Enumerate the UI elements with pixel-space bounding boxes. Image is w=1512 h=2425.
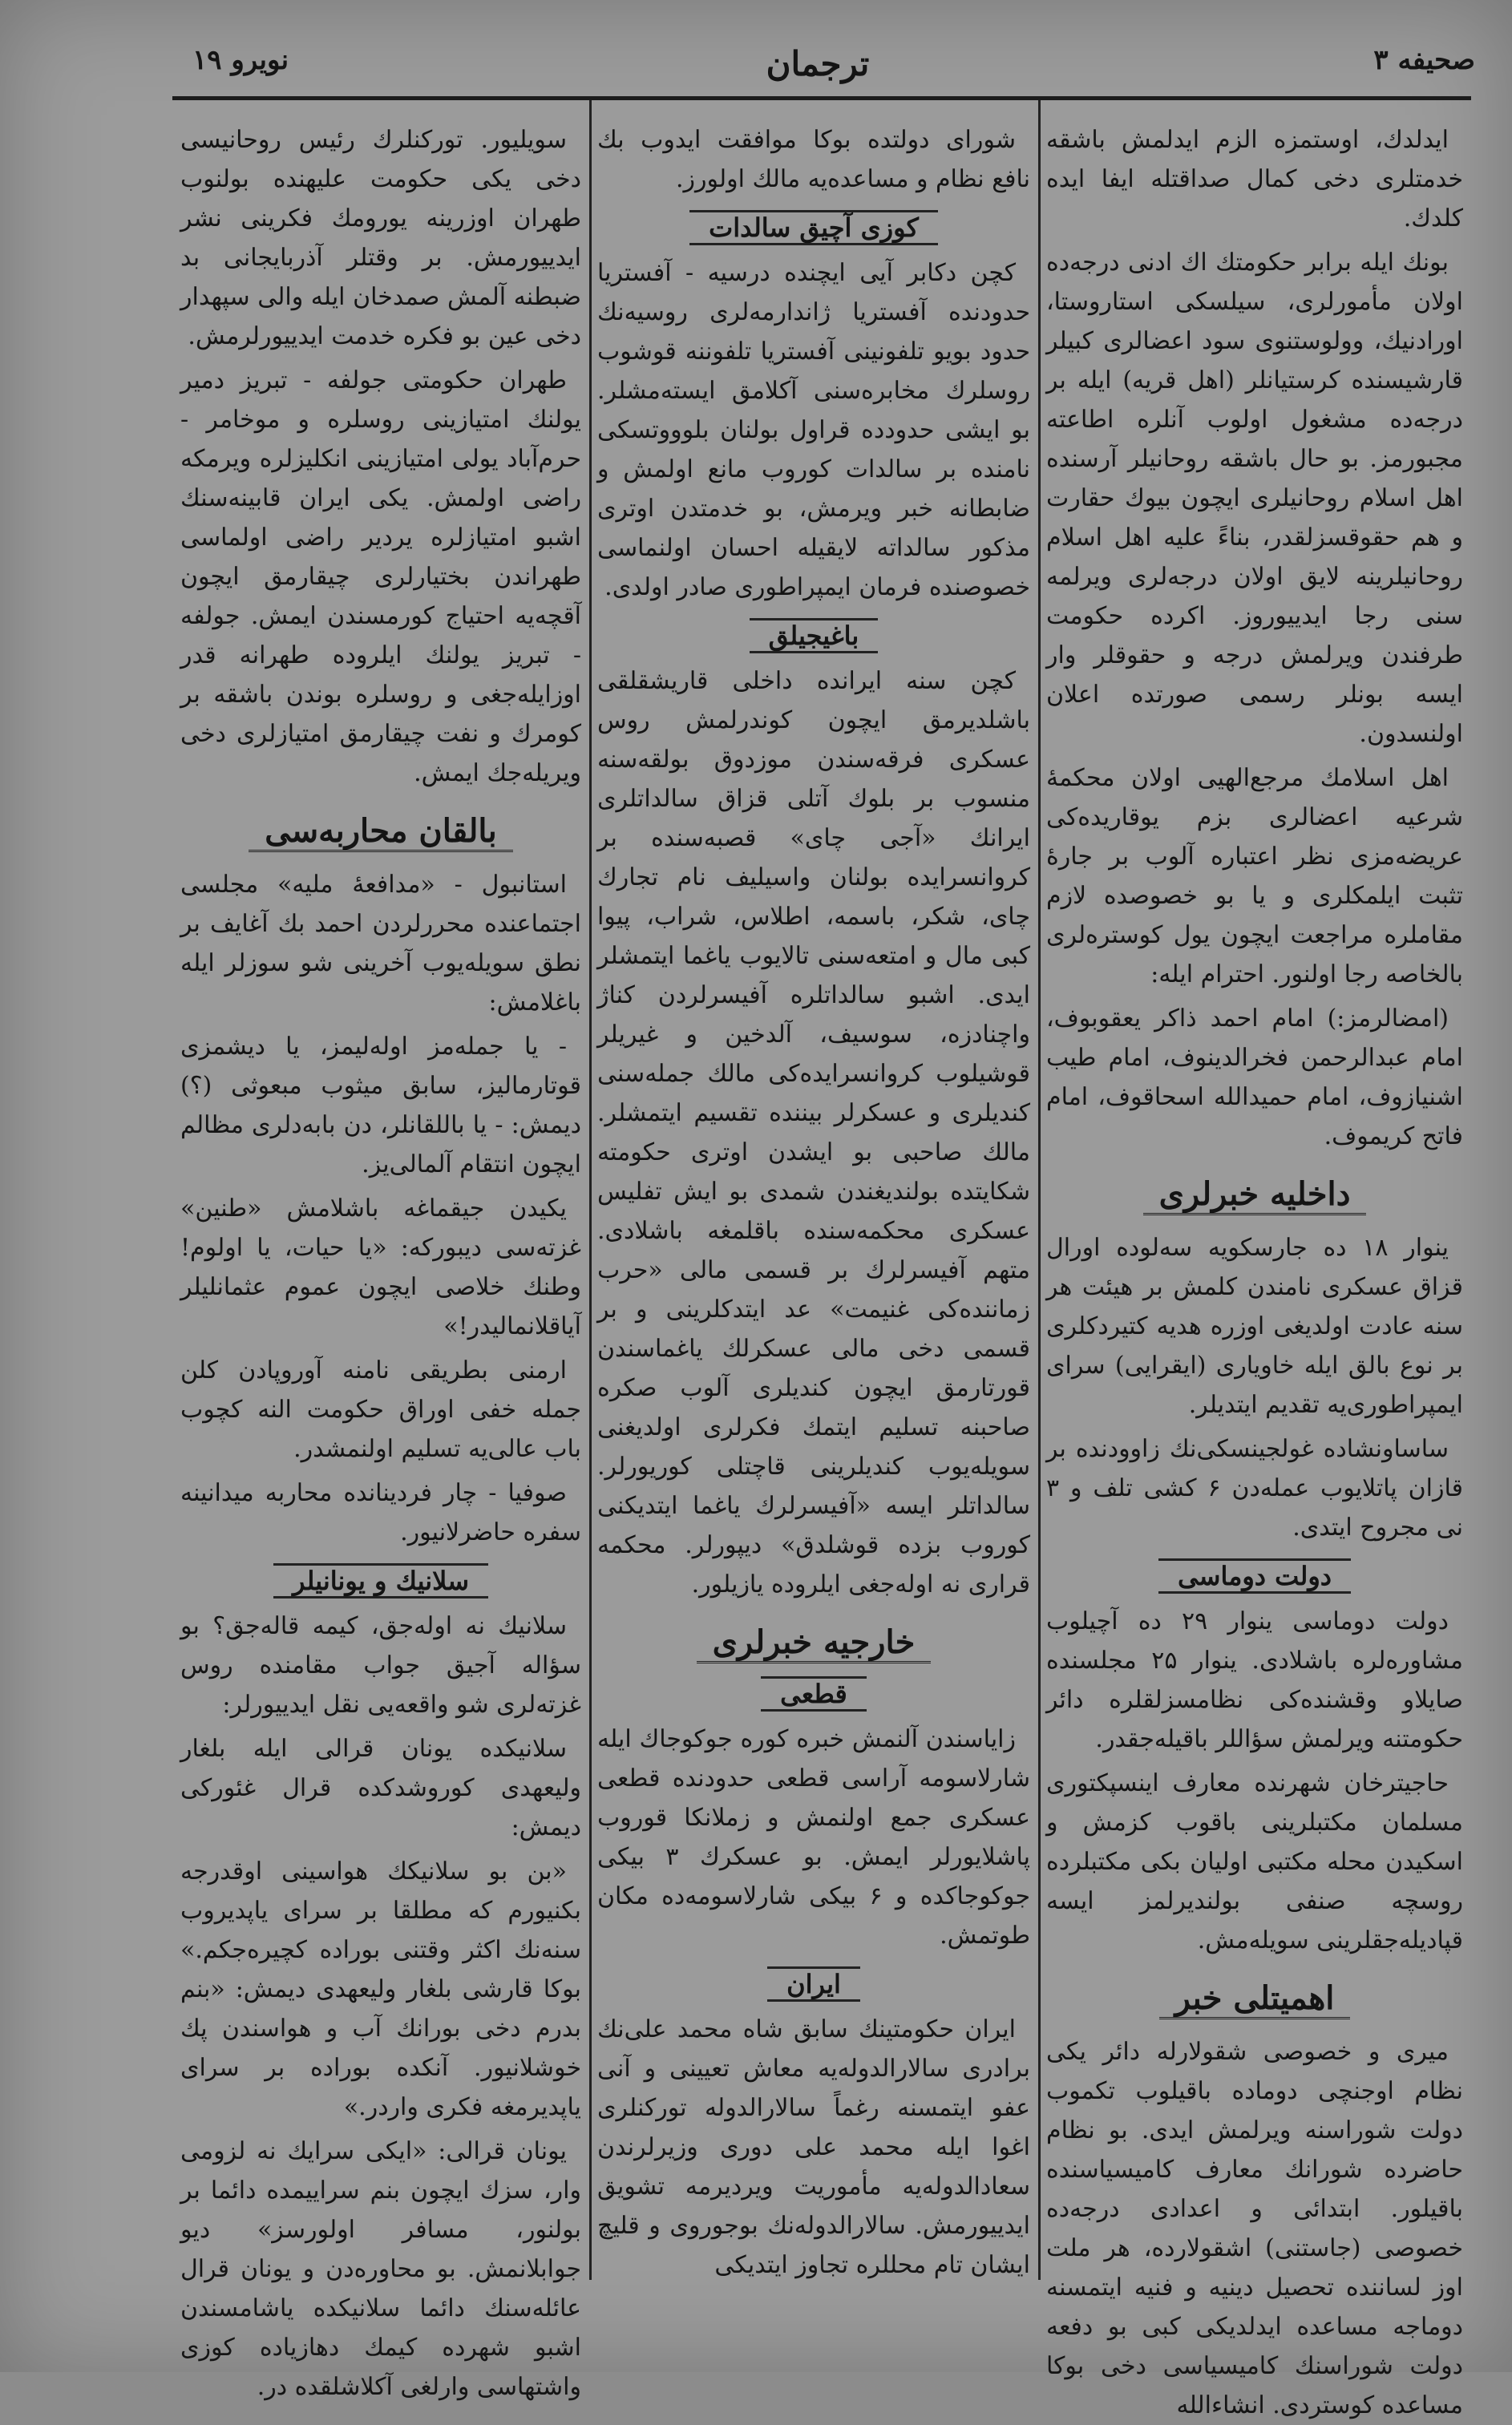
page-number: صحیفه ۳ [1373,44,1475,76]
paragraph: - یا جمله‌مز اوله‌لیمز، یا دیشمزی قوتارمالیز، سابق میثوب مبعوثی (؟) دیمش: - یا باللقانلر، دن بابه‌دلری مظالم ایچون انتقام آلمالی‌یز. [180,1033,581,1178]
paragraph: کچن دکابر آیی ایچنده درسیه - آفستریا حدودنده آفستریا ژاندارمه‌لری روسیه‌نك حدود بویو تلفونینی آفستریا تلفوننه قوشوب روسلرك مخابره‌سنی آکلامق ایسته‌مشلر. بو ایشی حدودده قراول بولنان بلوووتسکی نامنده بر سالدات کوروب مانع اولمش و ضابطانه خبر ویرمش، بو خدمتدن اوتری مذکور سالداته لایقیله احسان اولنماسی خصوصنده فرمان ایمپراطوری صادر اولدی. [597,259,1030,601]
subheading-iran: ایران [597,1966,1030,2002]
paragraph: دولت دوماسی ینوار ۲۹ ده آچیلوب مشاوره‌لره باشلادی. ینوار ۲۵ مجلسنده صایلاو وقشنده‌کی نظامسزلقلره دائر حکومتنه ویرلمش سؤاللر باقیله‌جقدر. [1046,1607,1463,1753]
paragraph: میری و خصوصی شقولارله دائر یکی نظام اوجنچی دوماده باقیلوب تکموب دولت شوراسنه ویرلمش ایدی. بو نظام حاضرده شورانك معارف کامیسیاسنده باقیلور. ابتدائی و اعدادی درجه‌ده خصوصی (جاستنی) اشقولارده، هر ملت اوز لساننده تحصیل دینیه و فنیه ایتمسنه دوماجه مساعده ایدلدیکی کبی بو دفعه دولت شوراسنك کامیسیاسی دخی بوکا مساعده کوستردی. انشاءالله [1046,2038,1463,2419]
column-middle [597,120,1031,2279]
column-left [180,120,581,2401]
section-heading-important: اهمیتلی خبر [1046,1978,1463,2019]
paragraph: (امضالرمز:) امام احمد ذاکر یعقوبوف، امام عبدالرحمن فخرالدینوف، امام طیب اشنیازوف، امام حمیدالله اسحاقوف، امام فاتح کریموف. [1046,1004,1463,1150]
section-heading-domestic: داخلیه خبرلری [1046,1174,1463,1215]
subheading-duma: دولت دوماسی [1046,1558,1463,1594]
paragraph: یکیدن جیقماغه باشلامش «طنین» غزته‌سی دیبورکه: «یا حیات، یا اولوم! وطنك خلاصی ایچون عموم عثمانلیلر آیاقلانمالیدر!» [180,1194,581,1340]
page-header [160,44,1475,100]
paragraph: حاجیترخان شهرنده معارف اینسپکتوری مسلمان مکتبلرینی باقوب کزمش و اسکیدن محله مکتبی اولیان بکی مکتبلرده روسچه صنفی بولندیرلمز ایسه قپادیله‌جقلرینی سویله‌مش. [1046,1769,1463,1954]
header-rule [172,96,1471,100]
paragraph: یونان قرالی: «ایکی سرایك نه لزومی وار، سزك ایچون بنم سراییمده دائما بر بولنور، مسافر اولورسز» دیو جوابلانمش. بو محاوره‌دن و یونان قرال عائله‌سنك دائما سلانیکده یاشامسندن اشبو شهرده کیمك دهازیاده کوزی واشتهاسی وارلغی آکلاشلقده در. [180,2137,581,2401]
paragraph: اهل اسلامك مرجع‌الهیی اولان محکمهٔ شرعیه اعضالری بزم یوقاریده‌کی عریضه‌مزی نظر اعتباره آلوب بر جارهٔ تثبت ایلمکلری و یا بو خصوصده لازم مقاملره مراجعت ایچون یول کوستره‌لری بالخاصه رجا اولنور. احترام ایله: [1046,764,1463,988]
paragraph: بونك ایله برابر حکومتك اك ادنی درجه‌ده اولان مأمورلری، سیلسکی استاروستا، اورادنیك، وولوستنوی سود اعضالری کبیلر قارشیسنده کرستیانلر (اهل قریه) ایله بر درجه‌ده مشغول اولوب آنلره اطاعته مجبورمز. بو حال باشقه روحانیلر آرسنده اهل اسلام روحانیلری ایچون بیوك حقارت و هم حقوقسزلقدر، بناءً علیه اهل اسلام روحانیلرینه لایق اولان درجه‌لری ویرلمه سنی رجا ایدییوروز. اکرده حکومت طرفندن ویرلمش درجه و حقوقلر وار ایسه بونلر رسمی صورتده اعلان اولنسدون. [1046,249,1463,748]
paragraph: ساساونشاده غولجینسکی‌نك زاوودنده بر قازان پاتلایوب عمله‌دن ۶ کشی تلف و ۳ نی مجروح ایتدی. [1046,1435,1463,1542]
paragraph: سلانیك نه اوله‌جق، کیمه قاله‌جق؟ بو سؤاله آجیق جواب مقامنده روس غزته‌لری شو واقعه‌یی نقل ایدییورلر: [180,1612,581,1719]
paragraph: ینوار ۱۸ ده جارسکویه سه‌لوده اورال قزاق عسکری نامندن کلمش بر هیئت هر سنه عادت اولدیغی اوزره هدیه کتیردکلری بر نوع بالق ایله خاویاری (ایقرایی) سرای ایمپراطوری‌یه تقدیم ایتدیلر. [1046,1234,1463,1419]
paragraph: «بن بو سلانیکك هواسینی اوقدرجه بکنیورم که مطلقا بر سرای یاپدیروب سنه‌نك اکثر وقتنی بوراده کچیره‌جکم.» بوکا قارشی بلغار ولیعهدی دیمش: «بنم بدرم دخی بورانك آب و هواسندن پك خوشلانیور. آنکده بوراده بر سرای یاپدیرمغه فکری واردر.» [180,1857,581,2121]
paragraph: شورای دولتده بوکا موافقت ایدوب بك نافع نظام و مساعده‌یه مالك اولورز. [597,126,1030,193]
paragraph: کچن سنه ایرانده داخلی قاریشقلقی باشلدیرمق ایچون کوندرلمش روس عسکری فرقه‌سندن موزدوق بولقه‌سنه منسوب بر بلوك آتلی قزاق سالداتلری ایرانك «آجی چای» قصبه‌سنده بر کروانسرایده بولنان واسیلیف نام تجارك چای، شکر، باسمه، اطلاس، شراب، پیوا کبی مال و امتعه‌سنی تالایوب یاغما ایتمشلر ایدی. اشبو سالداتلره آفیسرلردن کناژ واچنادزه، سوسیف، آلدخین و غیریلر قوشیلوب کروانسرایده‌کی مالك جمله‌سنی کندیلری و عسکرلر بیننده تقسیم ایتمشلر. مالك صاحبی بو ایشدن اوتری حکومته شکایتده بولندیغندن شمدی بو ایش تفلیس عسکری محکمه‌سنده باقلمغه باشلادی. متهم آفیسرلرك بر قسمی مالی «حرب زماننده‌کی غنیمت» عد ایتدکلرینی و بر قسمی دخی مالی عسکرلك یاغماسندن قورتارمق ایچون کندیلری آلوب صکره صاحبنه تسلیم ایتمك فکرلری اولدیغنی سویله‌یوب کندیلرینی قاچتلی کوریورلر. سالداتلر ایسه «آفیسرلرك یاغما ایتدیکنی کوروب بزده قوشلدق» دیپورلر. محکمه قراری نه اوله‌جغی ایلروده یازیلور. [597,667,1030,1598]
paragraph: سویلیور. تورکنلرك رئیس روحانیسی دخی یکی حکومت علیهنده بولنوب طهران اوزرینه یورومك فکرینی نشر ایدییورمش. بر وقتلر آذربایجانی بد ضبطنه آلمش صمدخان ایله والی سپهدار دخی عین بو فکره خدمت ایدییورلرمش. [180,126,581,350]
paragraph: استانبول - «مدافعهٔ ملیه» مجلسی اجتماعنده محررلردن احمد بك آغایف بر نطق سویله‌یوب آخرینی شو سوزلر ایله باغلامش: [180,871,581,1016]
paragraph: ایدلدك، اوستمزه الزم ایدلمش باشقه خدمتلری دخی کمال صداقتله ایفا ایده کلدك. [1046,126,1463,232]
paragraph: سلانیکده یونان قرالی ایله بلغار ولیعهدی کوروشدکده قرال غئورکی دیمش: [180,1735,581,1841]
column-divider-right [1038,100,1041,2280]
section-heading-balkan: بالقان محاربه‌سی [180,810,581,852]
subheading-crete: قطعی [597,1676,1030,1712]
subheading-plunder: باغیجیلق [597,618,1030,653]
section-heading-foreign: خارجیه خبرلری [597,1622,1030,1663]
subheading-salonika: سلانیك و یونانیلر [180,1563,581,1598]
paragraph: صوفیا - چار فردینانده محاربه میدانینه سفره حاضرلانیور. [180,1479,581,1546]
paragraph: طهران حکومتی جولفه - تبریز دمیر یولنك امتیازینی روسلره و موخامر - حرم‌آباد یولی امتیازینی انکلیزلره ویرمکه راضی اولمش. یکی ایران قابینه‌سنك اشبو امتیازلره یردیر راضی اولماسی طهراندن بختیارلری چیقارمق ایچون آقچه‌یه احتیاج کورمسندن ایمش. جولفه - تبریز یولنك ایلروده طهرانه قدر اوزایله‌جغی و روسلره بوندن باشقه بر کومرك و نفت چیقارمق امتیازلری دخی ویریله‌جك ایمش. [180,366,581,787]
newspaper-title: ترجمان [766,44,870,83]
paragraph: زایاسندن آلنمش خبره کوره جوکوجاك ایله شارلاسومه آراسی قطعی حدودنده قطعی عسکری جمع اولنمش و زملانکا قوروب پاشلایورلر ایمش. بو عسکرك ۳ بیکی جوکوجاکده و ۶ بیکی شارلاسومه‌ده مکان طوتمش. [597,1725,1031,1950]
subheading-soldier: کوزی آچیق سالدات [597,210,1030,245]
column-right [1046,120,1463,2419]
paragraph: ایران حکومتینك سابق شاه محمد علی‌نك برادری سالارالدوله‌یه معاش تعیینی و آنی عفو ایتمسنه رغماً سالارالدوله تورکنلری اغوا ایله محمد علی دوری وزیرلرندن سعادالدوله‌یه مأموریت ویردیرمه تشویق ایدییورمش. سالارالدوله‌نك بوجوروی و قلیچ ایشان تام محللره تجاوز ایتدیکی [597,2015,1030,2279]
paragraph: ارمنی بطریقی نامنه آوروپادن کلن جمله خفی اوراق حکومت النه کچوب باب عالی‌یه تسلیم اولنمشدر. [180,1356,581,1463]
issue-date: نویرو ۱۹ [192,44,289,76]
column-divider-left [589,100,592,2280]
